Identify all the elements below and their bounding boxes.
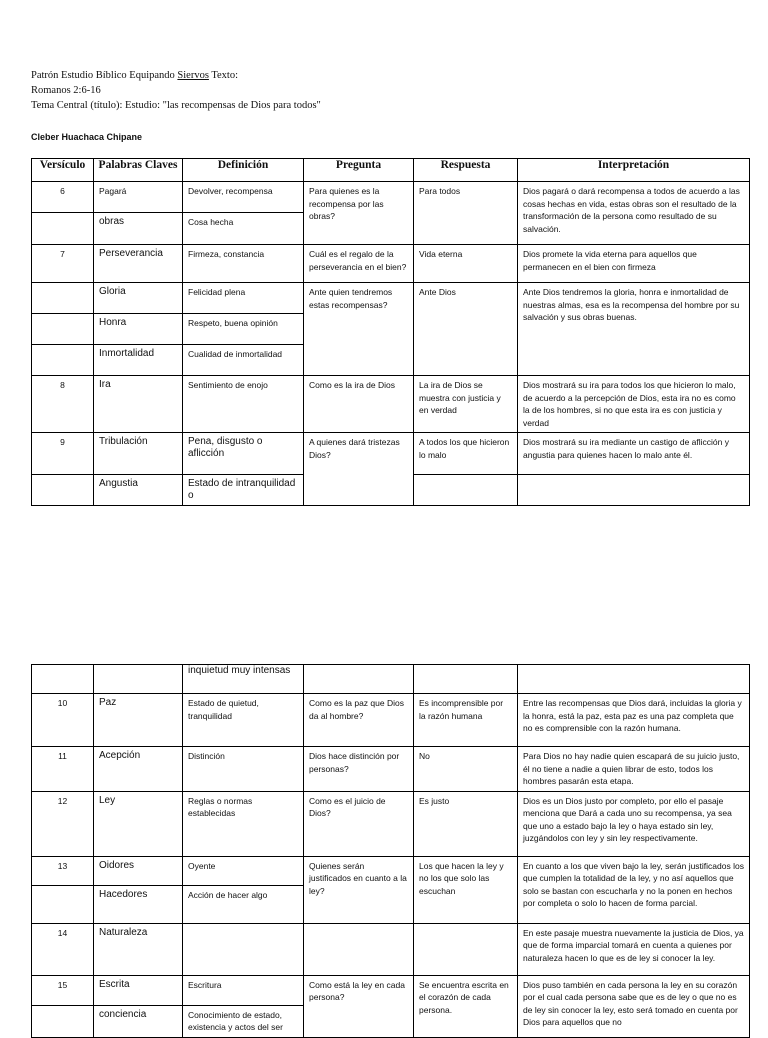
definition-cell: Cosa hecha	[183, 213, 304, 245]
answer-cell: Para todos	[414, 182, 518, 245]
interpretation-cell: Dios promete la vida eterna para aquellos que permanecen en el bien con firmeza	[518, 245, 750, 283]
table-row	[32, 747, 750, 792]
table-row	[32, 694, 750, 747]
verse-cell: 8	[32, 376, 94, 433]
answer-cell: Ante Dios	[414, 283, 518, 376]
question-cell-empty	[304, 923, 414, 975]
keyword-cell-empty	[94, 665, 183, 694]
interpretation-cell: Para Dios no hay nadie quien escapará de su juicio justo, él no tiene a nadie a quien librar de esto, todos los hombres pasarán esta etapa.	[518, 747, 750, 792]
table-row	[32, 376, 750, 433]
table-row	[32, 856, 750, 885]
verse-cell-empty	[32, 345, 94, 376]
keyword-cell: Inmortalidad	[94, 345, 183, 376]
answer-cell: Los que hacen la ley y no los que solo las escuchan	[414, 856, 518, 923]
question-cell: Ante quien tendremos estas recompensas?	[304, 283, 414, 376]
header-line-1-underlined: Siervos	[177, 70, 209, 81]
definition-cell: Estado de intranquilidad o	[183, 475, 304, 506]
definition-cell: Sentimiento de enojo	[183, 376, 304, 433]
keyword-cell: Acepción	[94, 747, 183, 792]
keyword-cell: Ira	[94, 376, 183, 433]
header-line-1-b: Texto:	[208, 70, 239, 81]
table-row	[32, 791, 750, 856]
question-cell: Como es la ira de Dios	[304, 376, 414, 433]
verse-cell: 10	[32, 694, 94, 747]
question-cell: Cuál es el regalo de la perseverancia en el bien?	[304, 245, 414, 283]
table-row	[32, 433, 750, 475]
definition-cell: Estado de quietud, tranquilidad	[183, 694, 304, 747]
definition-cell: inquietud muy intensas	[183, 665, 304, 694]
interpretation-cell: Entre las recompensas que Dios dará, incluidas la gloria y la honra, está la paz, esta paz es una paz completa que no es comprensible con la razón humana.	[518, 694, 750, 747]
interpretation-cell: Dios mostrará su ira mediante un castigo de aflicción y angustia para quienes hacen lo malo ante él.	[518, 433, 750, 475]
verse-cell: 11	[32, 747, 94, 792]
keyword-cell: Naturaleza	[94, 923, 183, 975]
author-name: Cleber Huachaca Chipane	[31, 132, 143, 142]
header-line-1	[31, 68, 238, 83]
verse-cell-empty	[32, 475, 94, 506]
verse-cell-empty	[32, 314, 94, 345]
interpretation-cell-empty	[518, 665, 750, 694]
question-cell: Quienes serán justificados en cuanto a la ley?	[304, 856, 414, 923]
question-cell: Dios hace distinción por personas?	[304, 747, 414, 792]
question-cell: Como es la paz que Dios da al hombre?	[304, 694, 414, 747]
definition-cell: Pena, disgusto o aflicción	[183, 433, 304, 475]
verse-cell: 13	[32, 856, 94, 885]
answer-cell: Se encuentra escrita en el corazón de cada persona.	[414, 975, 518, 1037]
col-versiculo: Versículo	[32, 159, 94, 182]
keyword-cell: conciencia	[94, 1005, 183, 1037]
keyword-cell: Pagará	[94, 182, 183, 213]
header-line-2: Romanos 2:6-16	[31, 85, 101, 96]
verse-cell: 14	[32, 923, 94, 975]
interpretation-cell: En este pasaje muestra nuevamente la justicia de Dios, ya que de forma imparcial tomará en cuenta a quienes por naturaleza hacen lo que es de ley si conocer la ley.	[518, 923, 750, 975]
answer-cell-empty	[414, 923, 518, 975]
interpretation-cell: Dios mostrará su ira para todos los que hicieron lo malo, de acuerdo a la percepción de Dios, esta ira no es como la de los hombres, si no que esta ira es con justicia y verdad	[518, 376, 750, 433]
study-table-page-1	[31, 158, 750, 506]
interpretation-cell: Dios puso también en cada persona la ley en su corazón por el cual cada persona sabe que es de ley o que no es de ley sin conocer la ley, esto será tomado en cuenta por Dios para aquellos que no	[518, 975, 750, 1037]
verse-cell-empty	[32, 885, 94, 923]
keyword-cell: Ley	[94, 791, 183, 856]
keyword-cell: Hacedores	[94, 885, 183, 923]
keyword-cell: Oidores	[94, 856, 183, 885]
verse-cell: 12	[32, 791, 94, 856]
table-row	[32, 245, 750, 283]
col-interpretacion: Interpretación	[518, 159, 750, 182]
keyword-cell: Tribulación	[94, 433, 183, 475]
table-row	[32, 665, 750, 694]
answer-cell-empty	[414, 475, 518, 506]
interpretation-cell: Ante Dios tendremos la gloria, honra e inmortalidad de nuestras almas, esa es la recompensa del hombre por su salvación y sus obras buenas.	[518, 283, 750, 376]
table-row	[32, 283, 750, 314]
definition-cell: Respeto, buena opinión	[183, 314, 304, 345]
definition-cell: Firmeza, constancia	[183, 245, 304, 283]
col-palabras-claves: Palabras Claves	[94, 159, 183, 182]
keyword-cell: Perseverancia	[94, 245, 183, 283]
study-table-page-2	[31, 664, 750, 1038]
interpretation-cell: Dios pagará o dará recompensa a todos de acuerdo a las cosas hechas en vida, estas obras son el resultado de la transformación de la persona como resultado de su salvación.	[518, 182, 750, 245]
answer-cell-empty	[414, 665, 518, 694]
verse-cell: 15	[32, 975, 94, 1005]
table-row	[32, 182, 750, 213]
definition-cell: Escritura	[183, 975, 304, 1005]
verse-cell: 9	[32, 433, 94, 475]
interpretation-cell-empty	[518, 475, 750, 506]
keyword-cell: Gloria	[94, 283, 183, 314]
header-line-3: Tema Central (título): Estudio: "las recompensas de Dios para todos"	[31, 100, 321, 111]
keyword-cell: Honra	[94, 314, 183, 345]
answer-cell: Es justo	[414, 791, 518, 856]
definition-cell: Cualidad de inmortalidad	[183, 345, 304, 376]
answer-cell: La ira de Dios se muestra con justicia y en verdad	[414, 376, 518, 433]
verse-cell-empty	[32, 1005, 94, 1037]
question-cell: A quienes dará tristezas Dios?	[304, 433, 414, 506]
question-cell-empty	[304, 665, 414, 694]
keyword-cell: Escrita	[94, 975, 183, 1005]
question-cell: Como está la ley en cada persona?	[304, 975, 414, 1037]
table-header-row	[32, 159, 750, 182]
verse-cell: 7	[32, 245, 94, 283]
keyword-cell: Paz	[94, 694, 183, 747]
verse-cell: 6	[32, 182, 94, 213]
definition-cell: Devolver, recompensa	[183, 182, 304, 213]
table-row	[32, 975, 750, 1005]
definition-cell: Felicidad plena	[183, 283, 304, 314]
verse-cell-empty	[32, 213, 94, 245]
keyword-cell: Angustia	[94, 475, 183, 506]
table-row	[32, 923, 750, 975]
definition-cell: Conocimiento de estado, existencia y actos del ser	[183, 1005, 304, 1037]
keyword-cell: obras	[94, 213, 183, 245]
verse-cell-empty	[32, 665, 94, 694]
definition-cell: Oyente	[183, 856, 304, 885]
definition-cell: Reglas o normas establecidas	[183, 791, 304, 856]
answer-cell: Es incomprensible por la razón humana	[414, 694, 518, 747]
col-definicion: Definición	[183, 159, 304, 182]
question-cell: Como es el juicio de Dios?	[304, 791, 414, 856]
col-respuesta: Respuesta	[414, 159, 518, 182]
col-pregunta: Pregunta	[304, 159, 414, 182]
header-line-1-a: Patrón Estudio Bíblico Equipando	[31, 70, 178, 81]
interpretation-cell: En cuanto a los que viven bajo la ley, serán justificados los que cumplen la totalidad de la ley, y no así aquellos que solo se bastan con escucharla y no la ponen en hechos por completa o solo lo hacen de forma parcial.	[518, 856, 750, 923]
question-cell: Para quienes es la recompensa por las obras?	[304, 182, 414, 245]
answer-cell: No	[414, 747, 518, 792]
answer-cell: A todos los que hicieron lo malo	[414, 433, 518, 475]
interpretation-cell: Dios es un Dios justo por completo, por ello el pasaje menciona que Dará a cada uno su recompensa, ya sea que uno a estado bajo la ley o haya estado sin ley, juzgándolos con ley y sin ley respectivamente.	[518, 791, 750, 856]
definition-cell: Acción de hacer algo	[183, 885, 304, 923]
answer-cell: Vida eterna	[414, 245, 518, 283]
definition-cell-empty	[183, 923, 304, 975]
definition-cell: Distinción	[183, 747, 304, 792]
verse-cell-empty	[32, 283, 94, 314]
